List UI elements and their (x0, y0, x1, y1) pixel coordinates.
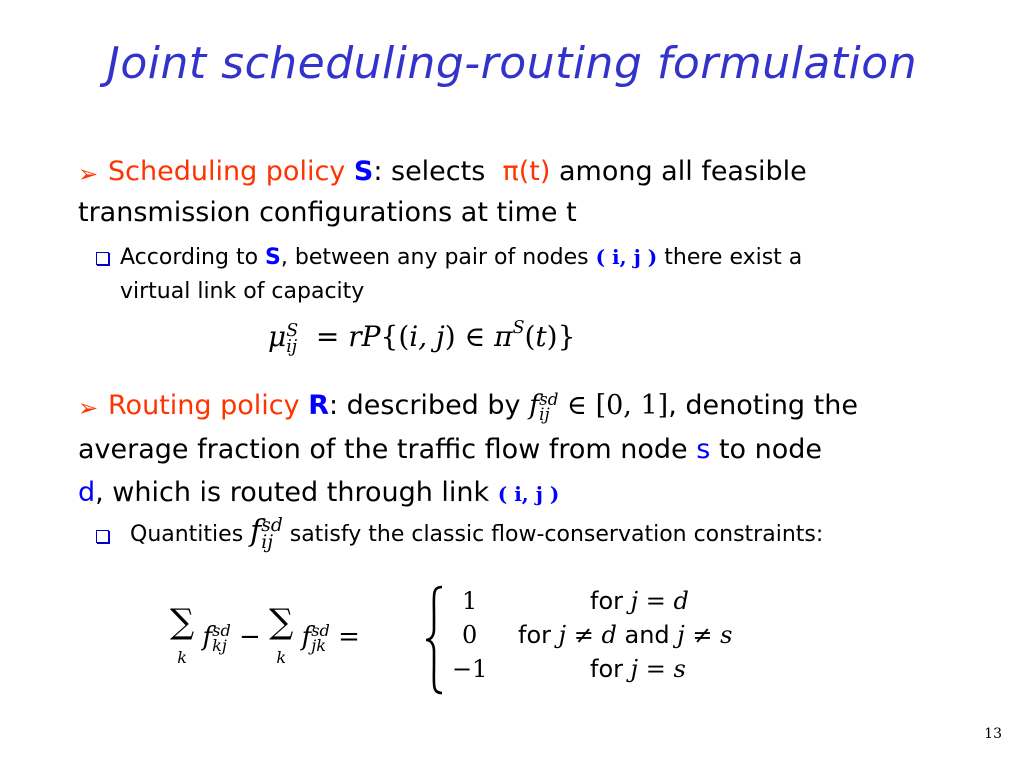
bullet2-line3 (78, 477, 559, 510)
bullet1-text-b: among all feasible (558, 156, 807, 187)
bullet2-text-b: , denoting the (668, 390, 858, 421)
sub1-symbol: S (265, 245, 281, 270)
sub1-pair: ( i, j ) (595, 245, 658, 269)
checkbox-bullet-icon (96, 530, 109, 543)
pi-t: π(t) (502, 156, 551, 187)
sub1-line1 (120, 243, 802, 272)
slide-title: Joint scheduling-routing formulation (106, 38, 918, 89)
routing-symbol: R (308, 390, 329, 421)
node-d: d (78, 477, 96, 508)
node-s: s (696, 434, 711, 465)
interval: ∈ [0, 1] (567, 390, 669, 421)
capacity-equation: μS ij = rP{(i, j) ∈ $\pi^S(t)$} (268, 318, 576, 358)
sub1-text-c: there exist a (664, 245, 803, 270)
case-row-2-cond: for j ≠ d and j ≠ s (518, 621, 733, 649)
routing-label: Routing policy (108, 390, 300, 421)
flow-variable: fsd ij (529, 388, 559, 424)
bullet-arrow-icon: ➢ (78, 394, 99, 422)
case-row-3-cond: for j = s (590, 655, 686, 683)
sub1-text-b: , between any pair of nodes (280, 245, 589, 270)
bullet2-line2-b: to node (718, 434, 823, 465)
bullet2-text-a: : described by (328, 390, 521, 421)
sub2-text-a: Quantities (130, 522, 244, 548)
bullet2-line2 (78, 434, 822, 466)
sub2-line (130, 514, 824, 553)
bullet2-line2-a: average fraction of the traffic flow from node (78, 434, 688, 465)
scheduling-label: Scheduling policy (108, 156, 346, 187)
flow-conservation-equation (170, 585, 810, 695)
page-number: 13 (984, 726, 1002, 742)
sub1-line2: virtual link of capacity (120, 279, 365, 304)
bullet2-line1 (108, 390, 858, 422)
checkbox-bullet-icon (96, 252, 109, 265)
flow-variable-2: fsd ij (250, 514, 283, 553)
case-row-1-cond: for j = d (590, 587, 689, 615)
case-row-2: 0 (462, 621, 478, 649)
case-row-1: 1 (462, 587, 478, 615)
sub1-text-a: According to (120, 245, 259, 270)
link-pair: ( i, j ) (497, 482, 560, 506)
bullet2-line3-text: , which is routed through link (95, 477, 490, 508)
sub2-text-b: satisfy the classic flow-conservation constraints: (289, 522, 824, 548)
left-brace (424, 585, 446, 695)
bullet1-line1 (108, 156, 807, 188)
bullet-arrow-icon: ➢ (78, 160, 99, 188)
lhs: ∑ k fsd kj − ∑ k fsd jk = (170, 602, 360, 667)
scheduling-symbol: S (353, 156, 374, 187)
bullet1-text-a: : selects (373, 156, 486, 187)
case-row-3: −1 (452, 655, 488, 683)
bullet1-line2: transmission configurations at time t (78, 197, 577, 228)
